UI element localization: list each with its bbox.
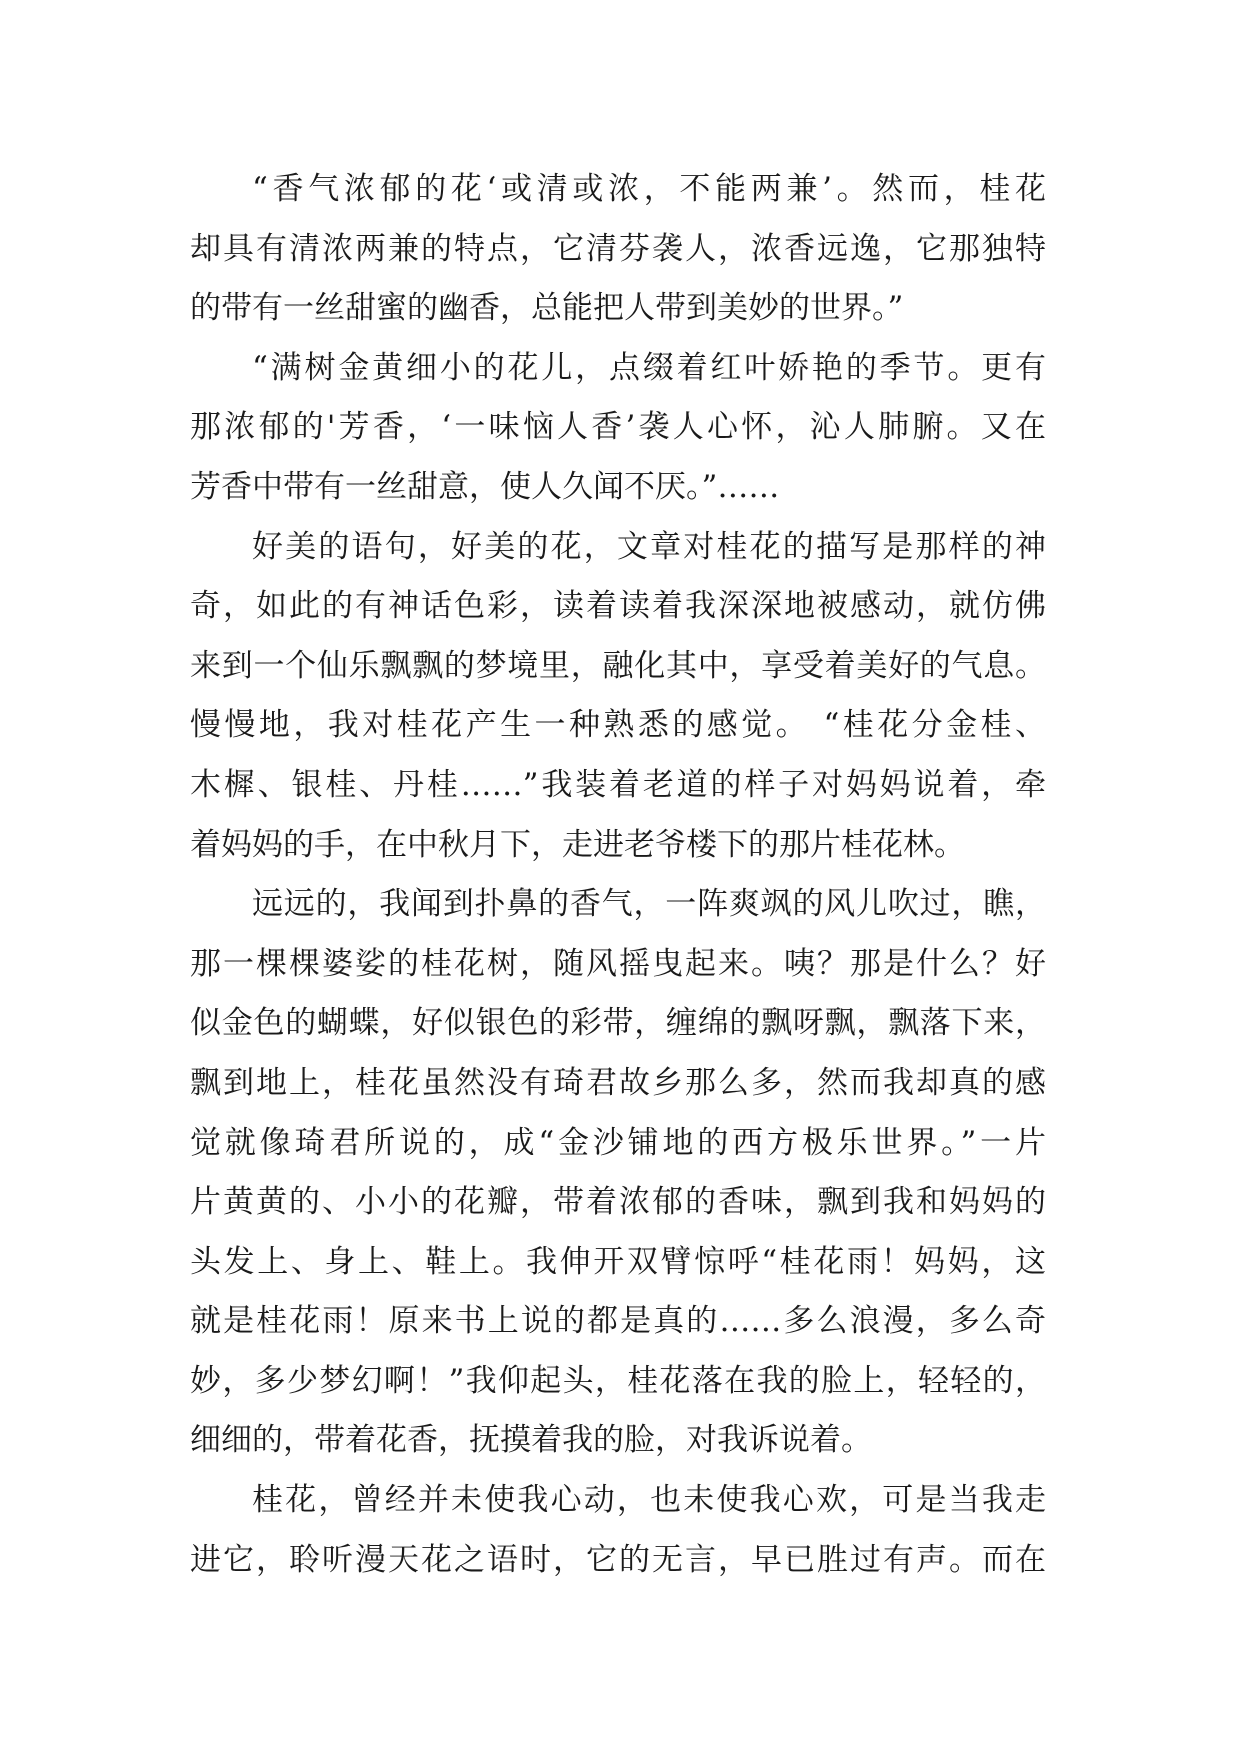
text-line: 进它，聆听漫天花之语时，它的无言，早已胜过有声。而在 (190, 1541, 1046, 1578)
text-line: 细细的，带着花香，抚摸着我的脸，对我诉说着。 (190, 1422, 872, 1459)
text-line: 那浓郁的'芳香，‘一味恼人香’袭人心怀，沁人肺腑。又在 (190, 409, 1046, 446)
text-line: 好美的语句，好美的花，文章对桂花的描写是那样的神 (252, 528, 1046, 565)
essay-body (190, 160, 1046, 1590)
text-line: 那一棵棵婆娑的桂花树，随风摇曳起来。咦？那是什么？好 (190, 945, 1046, 982)
text-line: 的带有一丝甜蜜的幽香，总能把人带到美妙的世界。” (190, 290, 904, 327)
text-line: 片黄黄的、小小的花瓣，带着浓郁的香味，飘到我和妈妈的 (190, 1184, 1046, 1221)
text-line: 似金色的蝴蝶，好似银色的彩带，缠绵的飘呀飘，飘落下来， (190, 1005, 1046, 1042)
text-line: 觉就像琦君所说的，成“金沙铺地的西方极乐世界。”一片 (190, 1124, 1046, 1161)
text-line: 奇，如此的有神话色彩，读着读着我深深地被感动，就仿佛 (190, 588, 1046, 625)
text-line: 却具有清浓两兼的特点，它清芬袭人，浓香远逸，它那独特 (190, 230, 1046, 267)
text-line: 着妈妈的手，在中秋月下，走进老爷楼下的那片桂花林。 (190, 826, 965, 863)
text-line: 桂花，曾经并未使我心动，也未使我心欢，可是当我走 (252, 1482, 1046, 1519)
text-line: 飘到地上，桂花虽然没有琦君故乡那么多，然而我却真的感 (190, 1064, 1046, 1101)
text-line: 来到一个仙乐飘飘的梦境里，融化其中，享受着美好的气息。 (190, 647, 1046, 684)
text-line: 就是桂花雨！原来书上说的都是真的……多么浪漫，多么奇 (190, 1303, 1046, 1340)
text-line: “满树金黄细小的花儿，点缀着红叶娇艳的季节。更有 (252, 349, 1046, 386)
text-line: 远远的，我闻到扑鼻的香气，一阵爽飒的风儿吹过，瞧， (252, 886, 1046, 923)
text-line: 头发上、身上、鞋上。我伸开双臂惊呼“桂花雨！妈妈，这 (190, 1243, 1046, 1280)
text-line: 慢慢地，我对桂花产生一种熟悉的感觉。 “桂花分金桂、 (190, 707, 1046, 744)
text-line: 妙，多少梦幻啊！”我仰起头，桂花落在我的脸上，轻轻的， (190, 1362, 1046, 1399)
text-line: “香气浓郁的花‘或清或浓，不能两兼’。然而，桂花 (252, 171, 1046, 207)
text-line: 芳香中带有一丝甜意，使人久闻不厌。”…… (190, 468, 780, 505)
text-line: 木樨、银桂、丹桂……”我装着老道的样子对妈妈说着，牵 (190, 766, 1046, 803)
